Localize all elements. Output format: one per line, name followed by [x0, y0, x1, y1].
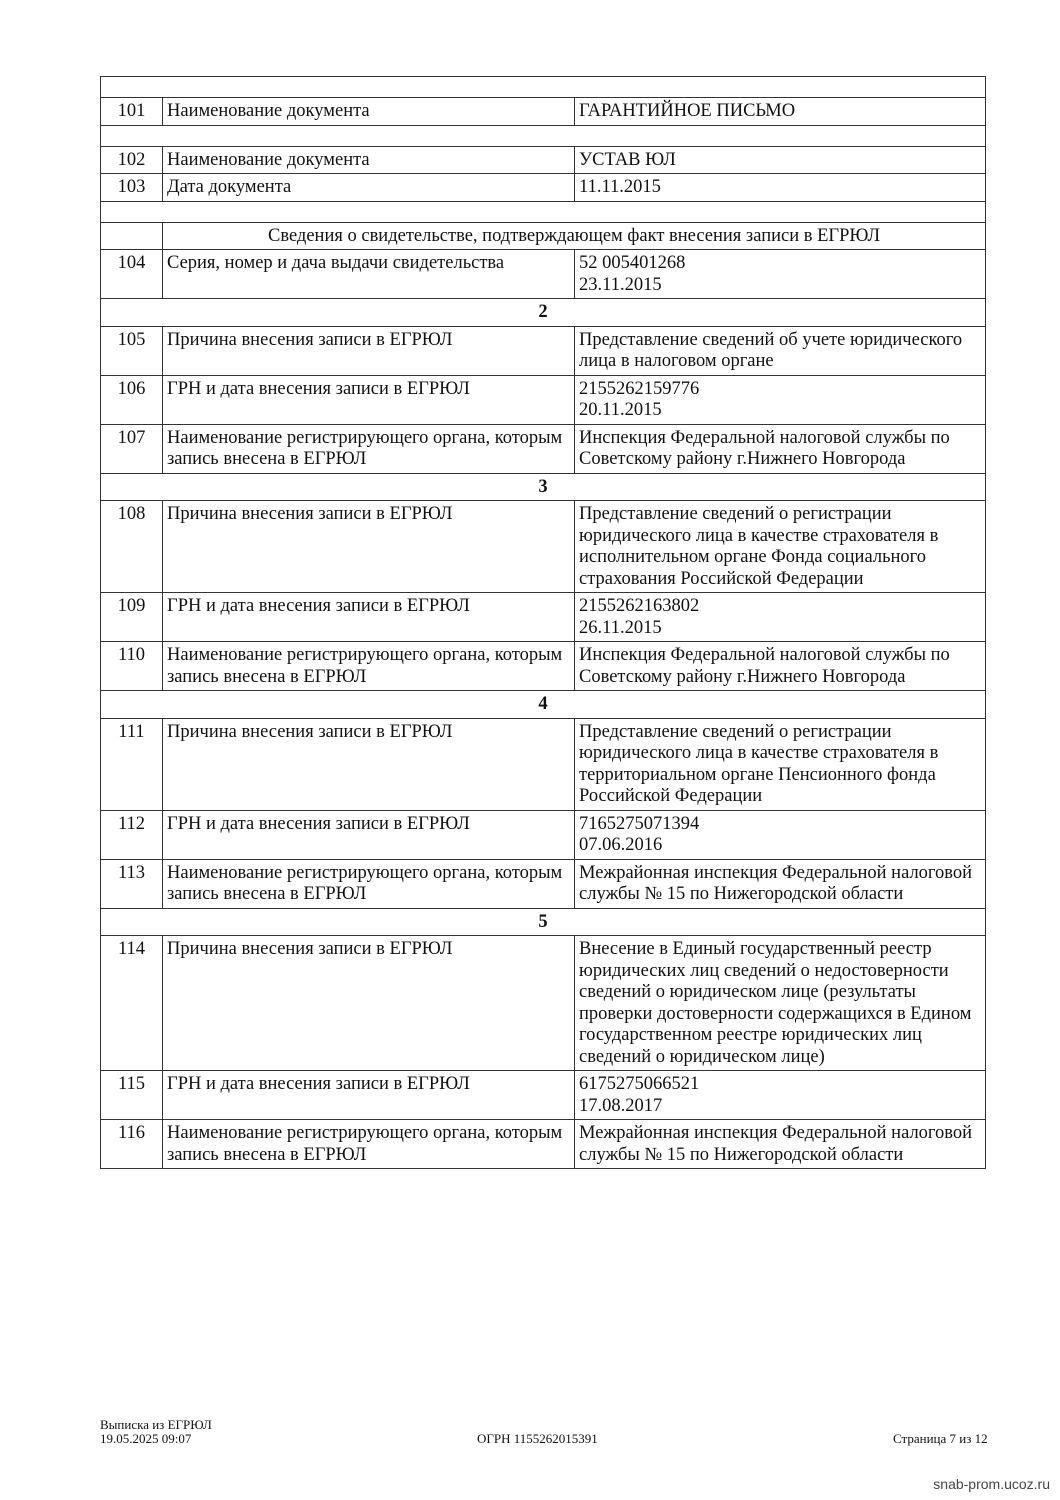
field-value: 52 005401268 23.11.2015: [575, 250, 986, 299]
egrul-extract-table: [100, 76, 986, 1169]
table-row: [101, 936, 986, 1071]
heading-spacer-cell: [101, 222, 163, 250]
table-row: [101, 375, 986, 424]
row-number: 109: [101, 593, 163, 642]
field-value: ГАРАНТИЙНОЕ ПИСЬМО: [575, 98, 986, 126]
footer-ogrn: ОГРН 1155262015391: [477, 1431, 598, 1446]
field-label: Наименование документа: [163, 98, 575, 126]
field-label: ГРН и дата внесения записи в ЕГРЮЛ: [163, 810, 575, 859]
subsection-heading-row: [101, 222, 986, 250]
table-row: [101, 1120, 986, 1169]
field-value: Инспекция Федеральной налоговой службы по Советскому району г.Нижнего Новгорода: [575, 424, 986, 473]
section-number-row: [101, 473, 986, 501]
section-number: 3: [101, 473, 986, 501]
field-label: Наименование регистрирующего органа, которым запись внесена в ЕГРЮЛ: [163, 859, 575, 908]
row-number: 105: [101, 326, 163, 375]
field-label: ГРН и дата внесения записи в ЕГРЮЛ: [163, 1071, 575, 1120]
blank-row: [101, 77, 986, 98]
row-number: 108: [101, 501, 163, 593]
row-number: 114: [101, 936, 163, 1071]
subsection-heading: Сведения о свидетельстве, подтверждающем факт внесения записи в ЕГРЮЛ: [163, 222, 986, 250]
field-value: 2155262159776 20.11.2015: [575, 375, 986, 424]
table-row: [101, 718, 986, 810]
row-number: 104: [101, 250, 163, 299]
field-value: 6175275066521 17.08.2017: [575, 1071, 986, 1120]
field-value: 2155262163802 26.11.2015: [575, 593, 986, 642]
table-row: [101, 326, 986, 375]
blank-row: [101, 125, 986, 146]
table-row: [101, 250, 986, 299]
field-value: Межрайонная инспекция Федеральной налоговой службы № 15 по Нижегородской области: [575, 859, 986, 908]
row-number: 116: [101, 1120, 163, 1169]
field-value: УСТАВ ЮЛ: [575, 146, 986, 174]
field-value: Инспекция Федеральной налоговой службы по Советскому району г.Нижнего Новгорода: [575, 642, 986, 691]
field-label: Наименование регистрирующего органа, которым запись внесена в ЕГРЮЛ: [163, 1120, 575, 1169]
table-row: [101, 98, 986, 126]
field-value: Представление сведений о регистрации юридического лица в качестве страхователя в исполнительном органе Фонда социального страхования Российской Федерации: [575, 501, 986, 593]
field-label: Дата документа: [163, 174, 575, 202]
field-label: Наименование регистрирующего органа, которым запись внесена в ЕГРЮЛ: [163, 642, 575, 691]
field-value: Представление сведений о регистрации юридического лица в качестве страхователя в территориальном органе Пенсионного фонда Российской Федерации: [575, 718, 986, 810]
section-number: 2: [101, 299, 986, 327]
field-label: ГРН и дата внесения записи в ЕГРЮЛ: [163, 593, 575, 642]
section-number-row: [101, 299, 986, 327]
row-number: 101: [101, 98, 163, 126]
field-label: Причина внесения записи в ЕГРЮЛ: [163, 718, 575, 810]
row-number: 115: [101, 1071, 163, 1120]
row-number: 111: [101, 718, 163, 810]
row-number: 106: [101, 375, 163, 424]
section-number: 5: [101, 908, 986, 936]
table-row: [101, 593, 986, 642]
table-row: [101, 174, 986, 202]
table-row: [101, 642, 986, 691]
field-label: Причина внесения записи в ЕГРЮЛ: [163, 501, 575, 593]
row-number: 113: [101, 859, 163, 908]
blank-cell: [101, 125, 986, 146]
field-label: Наименование документа: [163, 146, 575, 174]
blank-cell: [101, 77, 986, 98]
field-label: ГРН и дата внесения записи в ЕГРЮЛ: [163, 375, 575, 424]
egrul-table-body: [101, 77, 986, 1169]
field-label: Причина внесения записи в ЕГРЮЛ: [163, 326, 575, 375]
field-value: Межрайонная инспекция Федеральной налоговой службы № 15 по Нижегородской области: [575, 1120, 986, 1169]
table-row: [101, 146, 986, 174]
table-row: [101, 501, 986, 593]
footer-document-title: Выписка из ЕГРЮЛ 19.05.2025 09:07: [100, 1417, 212, 1446]
row-number: 102: [101, 146, 163, 174]
table-row: [101, 859, 986, 908]
section-number-row: [101, 908, 986, 936]
row-number: 112: [101, 810, 163, 859]
field-value: 7165275071394 07.06.2016: [575, 810, 986, 859]
field-value: Представление сведений об учете юридического лица в налоговом органе: [575, 326, 986, 375]
field-value: 11.11.2015: [575, 174, 986, 202]
watermark-site: snab-prom.ucoz.ru: [933, 1476, 1050, 1492]
field-label: Наименование регистрирующего органа, которым запись внесена в ЕГРЮЛ: [163, 424, 575, 473]
row-number: 103: [101, 174, 163, 202]
table-row: [101, 1071, 986, 1120]
table-row: [101, 424, 986, 473]
row-number: 110: [101, 642, 163, 691]
footer-page-number: Страница 7 из 12: [893, 1431, 988, 1446]
table-row: [101, 810, 986, 859]
field-label: Причина внесения записи в ЕГРЮЛ: [163, 936, 575, 1071]
field-label: Серия, номер и дача выдачи свидетельства: [163, 250, 575, 299]
section-number-row: [101, 691, 986, 719]
blank-cell: [101, 201, 986, 222]
row-number: 107: [101, 424, 163, 473]
field-value: Внесение в Единый государственный реестр юридических лиц сведений о недостоверности сведений о юридическом лице (результаты проверки достоверности содержащихся в Едином государственном реестре юридических лиц сведений о юридическом лице): [575, 936, 986, 1071]
section-number: 4: [101, 691, 986, 719]
blank-row: [101, 201, 986, 222]
